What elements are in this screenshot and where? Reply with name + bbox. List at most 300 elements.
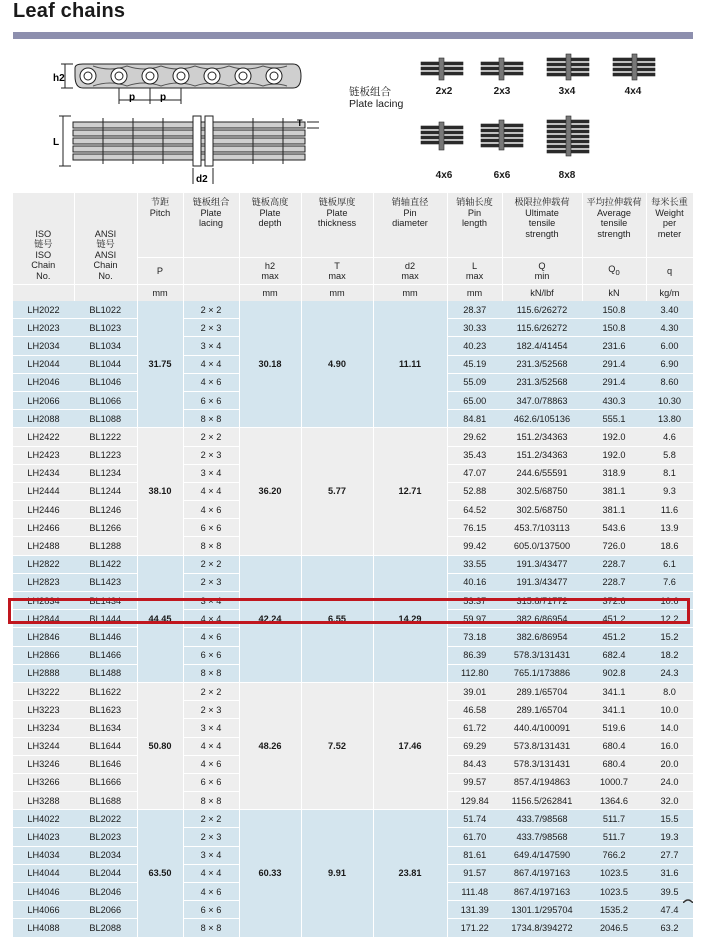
cell-iso-chain-no: LH2846 (13, 628, 74, 646)
cell-plate-lacing: 2 × 3 (183, 573, 239, 591)
col-unit-iso (13, 285, 74, 302)
cell-pin-length: 69.29 (447, 737, 502, 755)
col-header-avg: 平均拉伸载荷 Average tensile strength (582, 193, 646, 258)
cell-weight-per-meter: 18.6 (646, 537, 693, 555)
cell-weight-per-meter: 3.40 (646, 301, 693, 319)
cell-average-strength: 372.6 (582, 592, 646, 610)
cell-pin-length: 76.15 (447, 519, 502, 537)
cell-average-strength: 682.4 (582, 646, 646, 664)
col-header-thick: 链板厚度 Plate thickness (301, 193, 373, 258)
cell-iso-chain-no: LH3222 (13, 682, 74, 700)
plate-lacing-label-en: Plate lacing (349, 98, 404, 110)
cell-pin-length: 46.58 (447, 701, 502, 719)
cell-average-strength: 1364.6 (582, 792, 646, 810)
cell-pin-length: 91.57 (447, 864, 502, 882)
lacing-icon-3x4 (547, 54, 589, 80)
cell-plate-lacing: 4 × 4 (183, 864, 239, 882)
table-row (13, 428, 693, 446)
cell-weight-per-meter: 31.6 (646, 864, 693, 882)
cell-iso-chain-no: LH2034 (13, 337, 74, 355)
cell-weight-per-meter: 13.80 (646, 410, 693, 428)
cell-ansi-chain-no: BL1488 (74, 664, 137, 682)
cell-average-strength: 228.7 (582, 555, 646, 573)
cell-average-strength: 1535.2 (582, 901, 646, 919)
cell-average-strength: 1023.5 (582, 883, 646, 901)
cell-ansi-chain-no: BL2088 (74, 919, 137, 937)
cell-iso-chain-no: LH3244 (13, 737, 74, 755)
cell-ultimate-strength: 1156.5/262841 (502, 792, 582, 810)
cell-ultimate-strength: 302.5/68750 (502, 482, 582, 500)
cell-pin-length: 86.39 (447, 646, 502, 664)
cell-plate-lacing: 4 × 4 (183, 610, 239, 628)
chain-side-view-drawing (61, 64, 301, 104)
cell-plate-lacing: 2 × 3 (183, 446, 239, 464)
cell-average-strength: 543.6 (582, 519, 646, 537)
lacing-icons (421, 54, 655, 156)
cell-average-strength: 766.2 (582, 846, 646, 864)
cell-pitch: 63.50 (137, 810, 183, 937)
cell-average-strength: 726.0 (582, 537, 646, 555)
cell-average-strength: 430.3 (582, 391, 646, 409)
cell-pin-diameter: 14.29 (373, 555, 447, 682)
col-unit-weight: kg/m (646, 285, 693, 302)
plate-lacing-label-zh: 链板组合 (349, 86, 391, 98)
cell-ansi-chain-no: BL1023 (74, 319, 137, 337)
cell-average-strength: 680.4 (582, 755, 646, 773)
cell-pin-length: 84.43 (447, 755, 502, 773)
cell-plate-lacing: 2 × 3 (183, 828, 239, 846)
cell-ultimate-strength: 573.8/131431 (502, 737, 582, 755)
cell-ultimate-strength: 1734.8/394272 (502, 919, 582, 937)
cell-plate-lacing: 2 × 2 (183, 555, 239, 573)
cell-plate-lacing: 4 × 4 (183, 737, 239, 755)
cell-weight-per-meter: 6.1 (646, 555, 693, 573)
cell-weight-per-meter: 8.60 (646, 373, 693, 391)
lacing-name-2x2: 2x2 (435, 86, 453, 97)
cell-pin-length: 129.84 (447, 792, 502, 810)
lacing-name-2x3: 2x3 (493, 86, 511, 97)
dim-h2-label: h2 (53, 73, 65, 84)
lacing-icon-4x4 (613, 54, 655, 80)
cell-weight-per-meter: 19.3 (646, 828, 693, 846)
cell-pitch: 44.45 (137, 555, 183, 682)
cell-ultimate-strength: 857.4/194863 (502, 773, 582, 791)
cell-plate-lacing: 6 × 6 (183, 773, 239, 791)
lacing-name-3x4: 3x4 (558, 86, 576, 97)
cell-average-strength: 291.4 (582, 355, 646, 373)
cell-ansi-chain-no: BL1423 (74, 573, 137, 591)
cell-ultimate-strength: 440.4/100091 (502, 719, 582, 737)
corner-mark (683, 897, 693, 903)
cell-ansi-chain-no: BL1246 (74, 501, 137, 519)
cell-plate-thickness: 7.52 (301, 682, 373, 809)
cell-iso-chain-no: LH3223 (13, 701, 74, 719)
col-header-pindia: 销轴直径 Pin diameter (373, 193, 447, 258)
cell-iso-chain-no: LH2434 (13, 464, 74, 482)
cell-pin-diameter: 11.11 (373, 301, 447, 428)
cell-ultimate-strength: 765.1/173886 (502, 664, 582, 682)
cell-iso-chain-no: LH3288 (13, 792, 74, 810)
col-unit-ult: kN/lbf (502, 285, 582, 302)
col-header-pinlen: 销轴长度 Pin length (447, 193, 502, 258)
cell-weight-per-meter: 6.90 (646, 355, 693, 373)
col-unit-avg: kN (582, 285, 646, 302)
cell-average-strength: 1000.7 (582, 773, 646, 791)
lacing-icon-2x2 (421, 58, 463, 80)
col-symbol-lacing (183, 258, 239, 285)
cell-iso-chain-no: LH2822 (13, 555, 74, 573)
cell-average-strength: 511.7 (582, 828, 646, 846)
cell-plate-lacing: 2 × 2 (183, 428, 239, 446)
cell-plate-lacing: 2 × 3 (183, 319, 239, 337)
cell-plate-lacing: 3 × 4 (183, 719, 239, 737)
cell-plate-lacing: 8 × 8 (183, 537, 239, 555)
cell-ultimate-strength: 347.0/78863 (502, 391, 582, 409)
cell-plate-lacing: 8 × 8 (183, 919, 239, 937)
cell-ansi-chain-no: BL1022 (74, 301, 137, 319)
col-unit-lacing (183, 285, 239, 302)
lacing-icon-4x6 (421, 122, 463, 150)
q0-subscript: 0 (615, 267, 620, 277)
cell-weight-per-meter: 5.8 (646, 446, 693, 464)
cell-pin-length: 55.09 (447, 373, 502, 391)
dim-d2-label: d2 (196, 174, 208, 185)
cell-weight-per-meter: 10.30 (646, 391, 693, 409)
cell-ansi-chain-no: BL1466 (74, 646, 137, 664)
table-row (13, 682, 693, 700)
cell-plate-depth: 30.18 (239, 301, 301, 428)
cell-weight-per-meter: 27.7 (646, 846, 693, 864)
cell-ultimate-strength: 289.1/65704 (502, 701, 582, 719)
cell-ansi-chain-no: BL2034 (74, 846, 137, 864)
cell-plate-lacing: 4 × 6 (183, 501, 239, 519)
cell-weight-per-meter: 8.1 (646, 464, 693, 482)
cell-average-strength: 2046.5 (582, 919, 646, 937)
cell-average-strength: 511.7 (582, 810, 646, 828)
cell-iso-chain-no: LH2422 (13, 428, 74, 446)
col-header-pitch: 节距 Pitch (137, 193, 183, 258)
cell-average-strength: 902.8 (582, 664, 646, 682)
cell-weight-per-meter: 13.9 (646, 519, 693, 537)
cell-pin-length: 29.62 (447, 428, 502, 446)
cell-iso-chain-no: LH2444 (13, 482, 74, 500)
cell-plate-lacing: 2 × 2 (183, 301, 239, 319)
col-header-depth: 链板高度 Plate depth (239, 193, 301, 258)
cell-average-strength: 192.0 (582, 446, 646, 464)
lacing-name-4x6: 4x6 (435, 170, 453, 181)
cell-ultimate-strength: 453.7/103113 (502, 519, 582, 537)
cell-ultimate-strength: 231.3/52568 (502, 355, 582, 373)
cell-plate-lacing: 3 × 4 (183, 592, 239, 610)
cell-plate-lacing: 3 × 4 (183, 846, 239, 864)
cell-weight-per-meter: 24.3 (646, 664, 693, 682)
cell-weight-per-meter: 10.0 (646, 701, 693, 719)
cell-ansi-chain-no: BL1623 (74, 701, 137, 719)
cell-average-strength: 318.9 (582, 464, 646, 482)
table-body (13, 301, 693, 937)
cell-ansi-chain-no: BL1044 (74, 355, 137, 373)
col-header-ult: 极限拉伸载荷 Ultimate tensile strength (502, 193, 582, 258)
cell-plate-lacing: 4 × 4 (183, 482, 239, 500)
cell-ansi-chain-no: BL1422 (74, 555, 137, 573)
cell-ansi-chain-no: BL2023 (74, 828, 137, 846)
cell-pin-length: 33.55 (447, 555, 502, 573)
cell-ansi-chain-no: BL1444 (74, 610, 137, 628)
table-row (13, 301, 693, 319)
cell-average-strength: 291.4 (582, 373, 646, 391)
cell-average-strength: 1023.5 (582, 864, 646, 882)
cell-weight-per-meter: 10.6 (646, 592, 693, 610)
cell-ansi-chain-no: BL1622 (74, 682, 137, 700)
table-row (13, 555, 693, 573)
cell-ultimate-strength: 578.3/131431 (502, 755, 582, 773)
cell-pin-length: 99.57 (447, 773, 502, 791)
cell-iso-chain-no: LH3266 (13, 773, 74, 791)
cell-plate-depth: 48.26 (239, 682, 301, 809)
cell-weight-per-meter: 16.0 (646, 737, 693, 755)
cell-ultimate-strength: 151.2/34363 (502, 446, 582, 464)
cell-ultimate-strength: 433.7/98568 (502, 810, 582, 828)
cell-plate-lacing: 3 × 4 (183, 464, 239, 482)
dim-T-label: T (297, 118, 303, 128)
cell-ultimate-strength: 382.6/86954 (502, 610, 582, 628)
cell-plate-lacing: 8 × 8 (183, 664, 239, 682)
table-header (13, 193, 693, 301)
cell-plate-lacing: 4 × 6 (183, 628, 239, 646)
lacing-icon-8x8 (547, 116, 589, 156)
cell-ultimate-strength: 289.1/65704 (502, 682, 582, 700)
cell-average-strength: 150.8 (582, 319, 646, 337)
cell-weight-per-meter: 8.0 (646, 682, 693, 700)
dim-p-label-1: p (129, 92, 136, 103)
cell-weight-per-meter: 20.0 (646, 755, 693, 773)
cell-average-strength: 192.0 (582, 428, 646, 446)
cell-ansi-chain-no: BL1244 (74, 482, 137, 500)
cell-iso-chain-no: LH3246 (13, 755, 74, 773)
cell-weight-per-meter: 15.2 (646, 628, 693, 646)
cell-pin-length: 47.07 (447, 464, 502, 482)
col-symbol-pindia: d2 max (373, 258, 447, 285)
col-unit-pindia: mm (373, 285, 447, 302)
page-title: Leaf chains (13, 0, 126, 22)
chain-diagrams (13, 44, 693, 190)
col-symbol-weight: q (646, 258, 693, 285)
cell-average-strength: 451.2 (582, 628, 646, 646)
col-header-weight: 每米长重 Weight per meter (646, 193, 693, 258)
cell-pin-length: 52.88 (447, 482, 502, 500)
cell-ansi-chain-no: BL2046 (74, 883, 137, 901)
cell-ultimate-strength: 231.3/52568 (502, 373, 582, 391)
cell-weight-per-meter: 4.30 (646, 319, 693, 337)
col-symbol-ult: Q min (502, 258, 582, 285)
cell-average-strength: 381.1 (582, 482, 646, 500)
cell-pin-length: 99.42 (447, 537, 502, 555)
cell-ultimate-strength: 191.3/43477 (502, 555, 582, 573)
cell-ansi-chain-no: BL1222 (74, 428, 137, 446)
cell-plate-lacing: 6 × 6 (183, 519, 239, 537)
cell-pin-length: 171.22 (447, 919, 502, 937)
cell-plate-lacing: 6 × 6 (183, 901, 239, 919)
cell-plate-lacing: 2 × 2 (183, 810, 239, 828)
cell-pitch: 38.10 (137, 428, 183, 555)
cell-average-strength: 519.6 (582, 719, 646, 737)
cell-weight-per-meter: 7.6 (646, 573, 693, 591)
cell-ultimate-strength: 182.4/41454 (502, 337, 582, 355)
cell-average-strength: 680.4 (582, 737, 646, 755)
cell-iso-chain-no: LH4044 (13, 864, 74, 882)
cell-ansi-chain-no: BL1266 (74, 519, 137, 537)
cell-ultimate-strength: 867.4/197163 (502, 864, 582, 882)
cell-ultimate-strength: 191.3/43477 (502, 573, 582, 591)
col-symbol-pitch: P (137, 258, 183, 285)
cell-plate-lacing: 4 × 6 (183, 755, 239, 773)
lacing-name-4x4: 4x4 (624, 86, 642, 97)
col-symbol-depth: h2 max (239, 258, 301, 285)
cell-iso-chain-no: LH2466 (13, 519, 74, 537)
cell-average-strength: 150.8 (582, 301, 646, 319)
header-row-units (13, 285, 693, 302)
cell-average-strength: 341.1 (582, 701, 646, 719)
cell-plate-lacing: 3 × 4 (183, 337, 239, 355)
lacing-icon-2x3 (481, 58, 523, 80)
cell-ansi-chain-no: BL1046 (74, 373, 137, 391)
cell-ultimate-strength: 115.6/26272 (502, 301, 582, 319)
cell-weight-per-meter: 39.5 (646, 883, 693, 901)
cell-average-strength: 228.7 (582, 573, 646, 591)
col-unit-pinlen: mm (447, 285, 502, 302)
cell-pin-length: 40.23 (447, 337, 502, 355)
col-unit-pitch: mm (137, 285, 183, 302)
cell-weight-per-meter: 14.0 (646, 719, 693, 737)
cell-plate-thickness: 9.91 (301, 810, 373, 937)
cell-weight-per-meter: 47.4 (646, 901, 693, 919)
cell-pin-length: 45.19 (447, 355, 502, 373)
cell-iso-chain-no: LH4066 (13, 901, 74, 919)
cell-plate-lacing: 2 × 3 (183, 701, 239, 719)
cell-pin-length: 61.72 (447, 719, 502, 737)
cell-plate-thickness: 6.55 (301, 555, 373, 682)
cell-pin-length: 111.48 (447, 883, 502, 901)
cell-ansi-chain-no: BL2022 (74, 810, 137, 828)
cell-ultimate-strength: 151.2/34363 (502, 428, 582, 446)
col-symbol-avg: $Q_0$ (582, 258, 646, 285)
col-symbol-thick: T max (301, 258, 373, 285)
cell-plate-depth: 60.33 (239, 810, 301, 937)
cell-weight-per-meter: 9.3 (646, 482, 693, 500)
cell-weight-per-meter: 18.2 (646, 646, 693, 664)
col-symbol-pinlen: L max (447, 258, 502, 285)
cell-ultimate-strength: 462.6/105136 (502, 410, 582, 428)
cell-plate-lacing: 8 × 8 (183, 410, 239, 428)
cell-iso-chain-no: LH3234 (13, 719, 74, 737)
cell-pitch: 31.75 (137, 301, 183, 428)
cell-plate-lacing: 8 × 8 (183, 792, 239, 810)
cell-iso-chain-no: LH2066 (13, 391, 74, 409)
cell-ansi-chain-no: BL1434 (74, 592, 137, 610)
cell-ultimate-strength: 315.8/71772 (502, 592, 582, 610)
cell-iso-chain-no: LH2488 (13, 537, 74, 555)
cell-pin-length: 51.74 (447, 810, 502, 828)
cell-plate-lacing: 4 × 6 (183, 373, 239, 391)
cell-ultimate-strength: 115.6/26272 (502, 319, 582, 337)
cell-iso-chain-no: LH2023 (13, 319, 74, 337)
cell-average-strength: 381.1 (582, 501, 646, 519)
cell-iso-chain-no: LH4034 (13, 846, 74, 864)
cell-pin-length: 39.01 (447, 682, 502, 700)
cell-ultimate-strength: 1301.1/295704 (502, 901, 582, 919)
cell-average-strength: 451.2 (582, 610, 646, 628)
leaf-chain-spec-table (13, 193, 694, 938)
cell-iso-chain-no: LH4088 (13, 919, 74, 937)
cell-weight-per-meter: 32.0 (646, 792, 693, 810)
cell-weight-per-meter: 11.6 (646, 501, 693, 519)
cell-weight-per-meter: 15.5 (646, 810, 693, 828)
cell-iso-chain-no: LH2888 (13, 664, 74, 682)
cell-ansi-chain-no: BL1066 (74, 391, 137, 409)
cell-ansi-chain-no: BL1288 (74, 537, 137, 555)
cell-iso-chain-no: LH2823 (13, 573, 74, 591)
cell-pin-length: 61.70 (447, 828, 502, 846)
cell-ansi-chain-no: BL1646 (74, 755, 137, 773)
cell-pin-diameter: 12.71 (373, 428, 447, 555)
col-unit-thick: mm (301, 285, 373, 302)
cell-ultimate-strength: 244.6/55591 (502, 464, 582, 482)
cell-ansi-chain-no: BL1446 (74, 628, 137, 646)
cell-weight-per-meter: 24.0 (646, 773, 693, 791)
cell-average-strength: 341.1 (582, 682, 646, 700)
table-row (13, 810, 693, 828)
cell-plate-thickness: 4.90 (301, 301, 373, 428)
cell-pin-length: 59.97 (447, 610, 502, 628)
cell-plate-depth: 42.24 (239, 555, 301, 682)
cell-ultimate-strength: 578.3/131431 (502, 646, 582, 664)
lacing-name-6x6: 6x6 (493, 170, 511, 181)
cell-weight-per-meter: 4.6 (646, 428, 693, 446)
cell-plate-lacing: 4 × 6 (183, 883, 239, 901)
chain-top-view-drawing (59, 116, 319, 184)
cell-pin-length: 131.39 (447, 901, 502, 919)
cell-iso-chain-no: LH2022 (13, 301, 74, 319)
cell-ansi-chain-no: BL1223 (74, 446, 137, 464)
cell-ultimate-strength: 382.6/86954 (502, 628, 582, 646)
cell-iso-chain-no: LH2446 (13, 501, 74, 519)
cell-pin-length: 112.80 (447, 664, 502, 682)
cell-iso-chain-no: LH2046 (13, 373, 74, 391)
cell-pin-length: 64.52 (447, 501, 502, 519)
col-unit-depth: mm (239, 285, 301, 302)
plate-lacing-label (349, 86, 403, 110)
cell-iso-chain-no: LH2866 (13, 646, 74, 664)
cell-pin-length: 84.81 (447, 410, 502, 428)
cell-ansi-chain-no: BL1644 (74, 737, 137, 755)
cell-pin-length: 28.37 (447, 301, 502, 319)
cell-ansi-chain-no: BL1688 (74, 792, 137, 810)
col-header-lacing: 链板组合 Plate lacing (183, 193, 239, 258)
cell-ansi-chain-no: BL2044 (74, 864, 137, 882)
cell-weight-per-meter: 63.2 (646, 919, 693, 937)
cell-iso-chain-no: LH2044 (13, 355, 74, 373)
dim-L-label: L (53, 137, 60, 148)
col-header-ansi: ANSI 链号 ANSI Chain No. (74, 193, 137, 285)
cell-iso-chain-no: LH2088 (13, 410, 74, 428)
cell-plate-lacing: 2 × 2 (183, 682, 239, 700)
title-divider-bar (13, 32, 693, 39)
cell-plate-lacing: 6 × 6 (183, 646, 239, 664)
cell-pin-length: 53.37 (447, 592, 502, 610)
cell-iso-chain-no: LH2844 (13, 610, 74, 628)
cell-weight-per-meter: 12.2 (646, 610, 693, 628)
dim-p-label-2: p (160, 92, 167, 103)
